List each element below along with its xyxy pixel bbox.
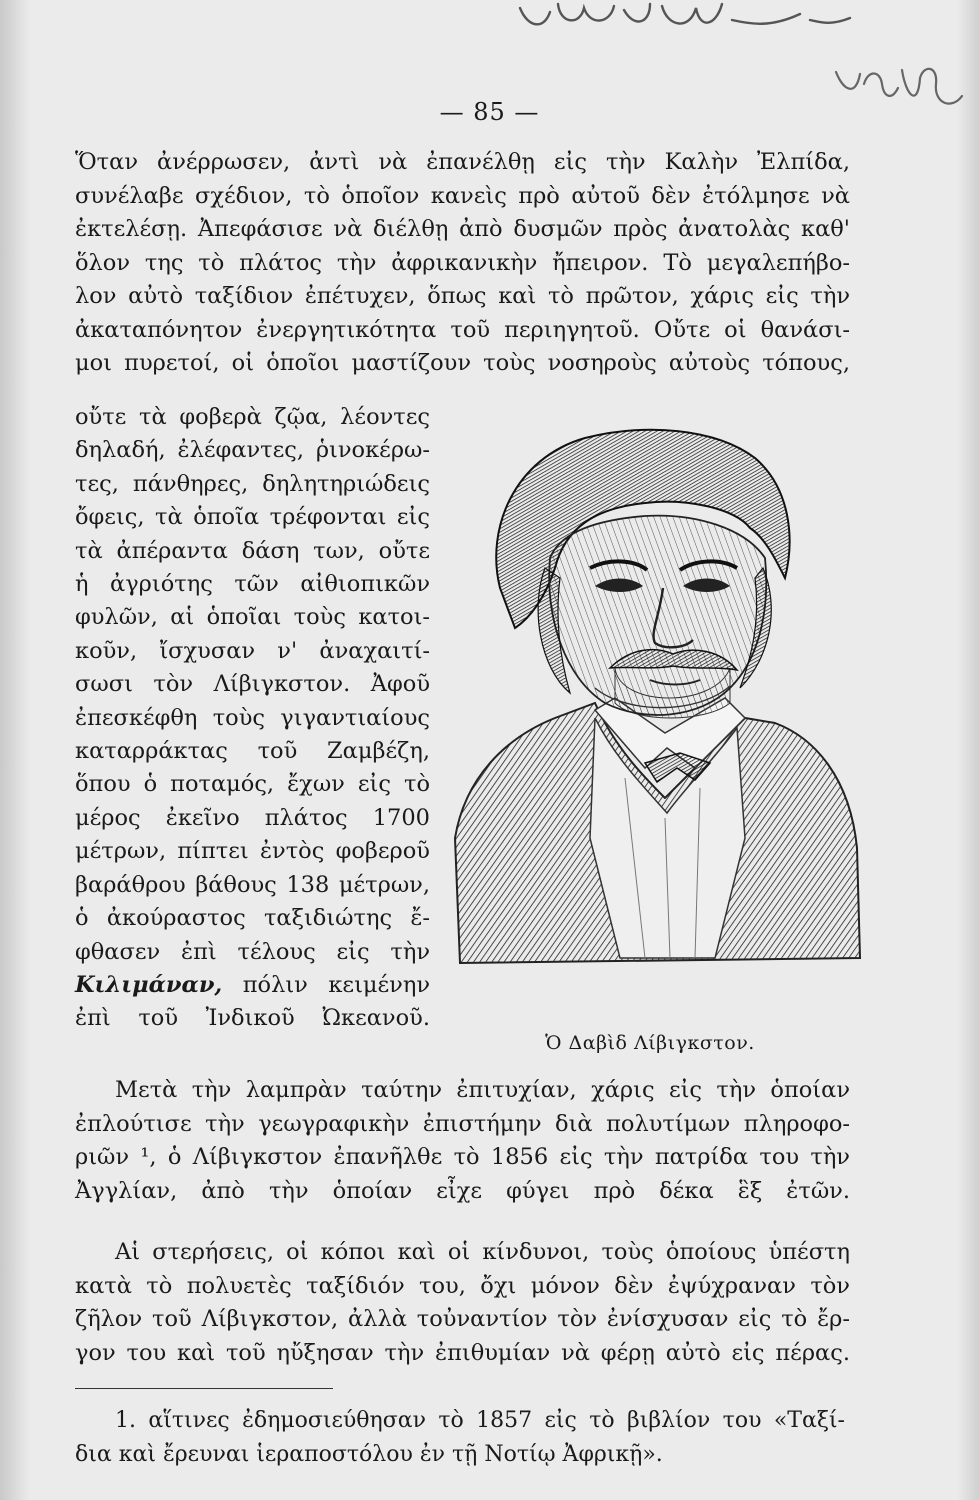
text-line: σωσι τὸν Λίβιγκστον. Ἀφοῦ bbox=[75, 671, 430, 698]
text-line: κατὰ τὸ πολυετὲς ταξίδιόν του, ὄχι μόνον δὲν ἐψύχραναν τὸν bbox=[75, 1272, 850, 1299]
footnote-line: δια καὶ ἔρευναι ἱεραποστόλου ἐν τῇ Νοτίῳ Ἀφρικῇ». bbox=[75, 1442, 663, 1467]
page-shadow-right bbox=[957, 0, 979, 1500]
text-line: φυλῶν, αἱ ὁποῖαι τοὺς κατοι- bbox=[75, 604, 430, 631]
text-line: ὄφεις, τὰ ὁποῖα τρέφονται εἰς bbox=[75, 504, 430, 531]
text-line: ἐπεσκέφθη τοὺς γιγαντιαίους bbox=[75, 704, 430, 731]
paragraph-top bbox=[75, 146, 850, 381]
text-line: συνέλαβε σχέδιον, τὸ ὁποῖον κανεὶς πρὸ αὐτοῦ δὲν ἐτόλμησε νὰ bbox=[75, 182, 850, 209]
text-line: ἐκτελέσῃ. Ἀπεφάσισε νὰ διέλθῃ ἀπὸ δυσμῶν πρὸς ἀνατολὰς καθ' bbox=[75, 216, 850, 242]
paragraph-third bbox=[75, 1236, 850, 1370]
text-line: ζῆλον τοῦ Λίβιγκστον, ἀλλὰ τοὐναντίον τὸν ἐνίσχυσαν εἰς τὸ ἔρ- bbox=[75, 1306, 850, 1332]
text-line: Μετὰ τὴν λαμπρὰν ταύτην ἐπιτυχίαν, χάρις εἰς τὴν ὁποίαν bbox=[115, 1077, 850, 1103]
text-line: ὅλον της τὸ πλάτος τὴν ἀφρικανικὴν ἤπειρον. Τὸ μεγαλεπήβο- bbox=[75, 249, 850, 276]
text-line: δηλαδή, ἐλέφαντες, ῥινοκέρω- bbox=[75, 437, 430, 464]
text-line: Ἀγγλίαν, ἀπὸ τὴν ὁποίαν εἶχε φύγει πρὸ δέκα ἓξ ἐτῶν. bbox=[75, 1177, 850, 1204]
text-line: Αἱ στερήσεις, οἱ κόποι καὶ οἱ κίνδυνοι, τοὺς ὁποίους ὑπέστη bbox=[115, 1239, 850, 1265]
text-line: ὅπου ὁ ποταμός, ἔχων εἰς τὸ bbox=[75, 771, 430, 798]
paragraph-column bbox=[75, 401, 430, 1036]
text-line: καταρράκτας τοῦ Ζαμβέζη, bbox=[75, 738, 430, 765]
text-line-kilimane bbox=[75, 969, 430, 1002]
text-line: Ὅταν ἀνέρρωσεν, ἀντὶ νὰ ἐπανέλθῃ εἰς τὴν Καλὴν Ἐλπίδα, bbox=[75, 149, 850, 175]
text-line: μέρος ἐκεῖνο πλάτος 1700 bbox=[75, 804, 430, 831]
text-line: ἐπλούτισε τὴν γεωγραφικὴν ἐπιστήμην διὰ πολυτίμων πληροφο- bbox=[75, 1110, 850, 1137]
text-fragment: πόλιν κειμένην bbox=[242, 971, 431, 998]
text-line: φθασεν ἐπὶ τέλους εἰς τὴν bbox=[75, 938, 430, 965]
paragraph-second bbox=[75, 1074, 850, 1208]
place-name-kilimane: Κιλιμάναν, bbox=[75, 971, 223, 998]
text-line: τὰ ἀπέραντα δάση των, οὔτε bbox=[75, 537, 430, 564]
text-line: ἀκαταπόνητον ἐνεργητικότητα τοῦ περιηγητοῦ. Οὔτε οἱ θανάσι- bbox=[75, 316, 850, 343]
text-line: λον αὐτὸ ταξίδιον ἐπέτυχεν, ὅπως καὶ τὸ πρῶτον, χάρις εἰς τὴν bbox=[75, 283, 850, 309]
footnote bbox=[75, 1404, 845, 1472]
footnote-divider bbox=[75, 1388, 333, 1389]
text-line: μέτρων, πίπτει ἐντὸς φοβεροῦ bbox=[75, 838, 430, 865]
text-line: γον του καὶ τοῦ ηὔξησαν τὴν ἐπιθυμίαν νὰ φέρῃ αὐτὸ εἰς πέρας. bbox=[75, 1339, 850, 1366]
page-shadow-left bbox=[0, 0, 30, 1500]
text-line: ἐπὶ τοῦ Ἰνδικοῦ Ὠκεανοῦ. bbox=[75, 1005, 430, 1032]
text-line: ἡ ἀγριότης τῶν αἰθιοπικῶν bbox=[75, 571, 430, 598]
page-number: — 85 — bbox=[439, 98, 540, 126]
portrait-engraving-icon bbox=[445, 418, 865, 983]
text-line: ριῶν ¹, ὁ Λίβιγκστον ἐπανῆλθε τὸ 1856 εἰς τὴν πατρίδα του τὴν bbox=[75, 1144, 850, 1170]
portrait-caption: Ὁ Δαβὶδ Λίβιγκστον. bbox=[545, 1032, 755, 1054]
text-line: βαράθρου βάθους 138 μέτρων, bbox=[75, 871, 430, 898]
text-line: κοῦν, ἴσχυσαν ν' ἀναχαιτί- bbox=[75, 637, 430, 664]
text-line: τες, πάνθηρες, δηλητηριώδεις bbox=[75, 470, 430, 497]
text-line: μοι πυρετοί, οἱ ὁποῖοι μαστίζουν τοὺς νοσηροὺς αὐτοὺς τόπους, bbox=[75, 350, 850, 376]
text-line: ὁ ἀκούραστος ταξιδιώτης ἔ- bbox=[75, 905, 430, 932]
text-line: οὔτε τὰ φοβερὰ ζῷα, λέοντες bbox=[75, 404, 430, 430]
footnote-line: 1. αἵτινες ἐδημοσιεύθησαν τὸ 1857 εἰς τὸ βιβλίον του «Ταξί- bbox=[115, 1408, 845, 1433]
